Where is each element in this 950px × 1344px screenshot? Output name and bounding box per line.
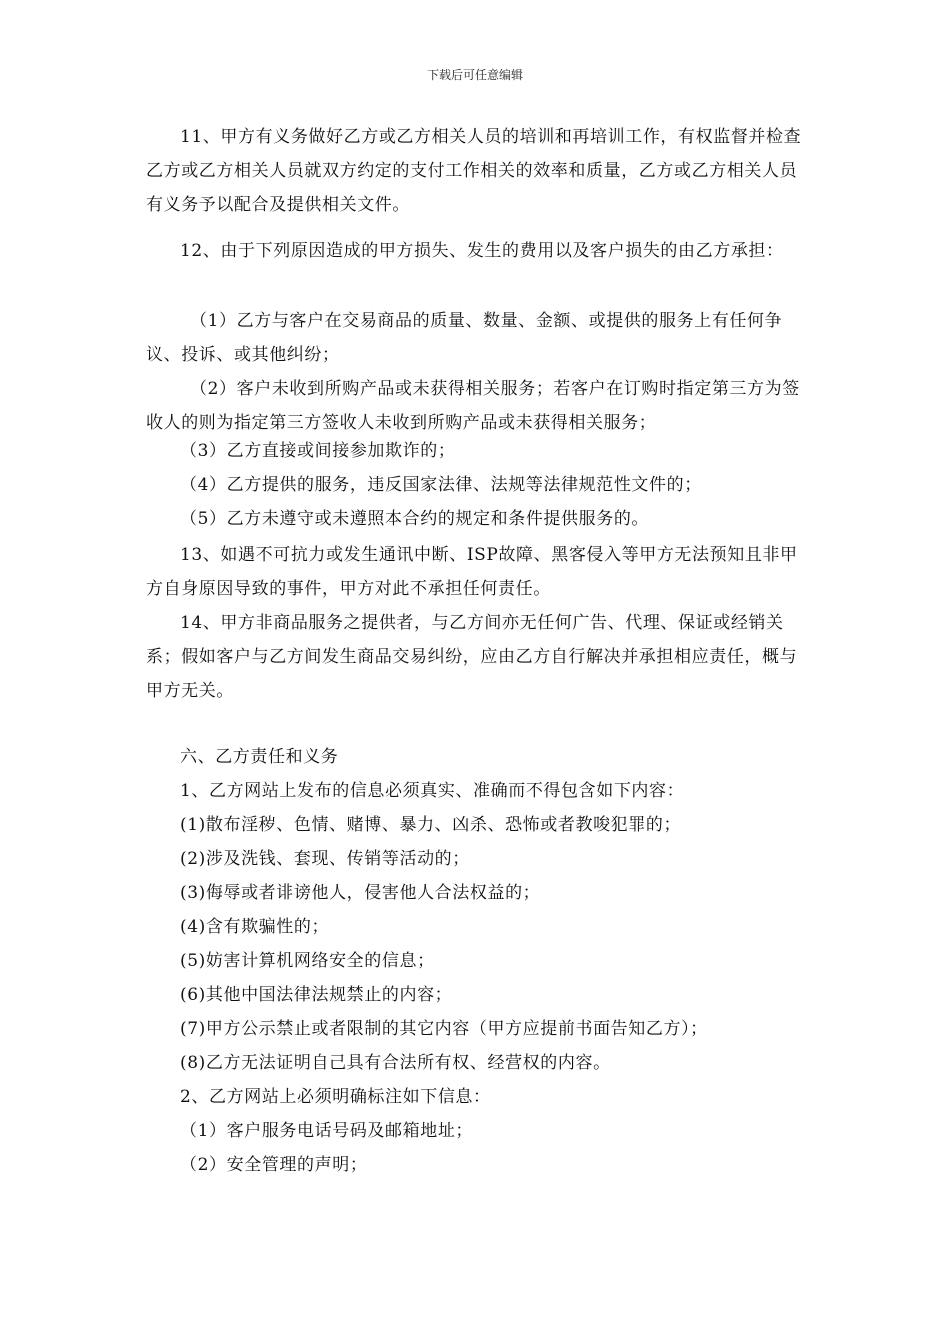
list-item: (5)妨害计算机网络安全的信息； bbox=[180, 951, 435, 971]
list-item: (4)含有欺骗性的； bbox=[180, 917, 330, 937]
list-item: (3)侮辱或者诽谤他人，侵害他人合法权益的； bbox=[180, 883, 541, 903]
clause-11 bbox=[146, 120, 810, 222]
section-6-title: 六、乙方责任和义务 bbox=[180, 747, 339, 767]
clause-12-item-2-text: （2）客户未收到所购产品或未获得相关服务；若客户在订购时指定第三方为签收人的则为指定第三方签收人未收到所购产品或未获得相关服务； bbox=[146, 379, 800, 433]
clause-13-text: 13、如遇不可抗力或发生通讯中断、ISP故障、黑客侵入等甲方无法预知且非甲方自身原因导致的事件，甲方对此不承担任何责任。 bbox=[146, 545, 798, 599]
clause-12-text: 12、由于下列原因造成的甲方损失、发生的费用以及客户损失的由乙方承担： bbox=[180, 241, 784, 261]
clause-13 bbox=[146, 538, 810, 606]
clause-14-text: 14、甲方非商品服务之提供者，与乙方间亦无任何广告、代理、保证或经销关系；假如客户与乙方间发生商品交易纠纷，应由乙方自行解决并承担相应责任，概与甲方无关。 bbox=[146, 613, 798, 701]
clause-12-item-1 bbox=[146, 304, 810, 372]
clause-12 bbox=[146, 234, 810, 268]
clause-12-item-5: （5）乙方未遵守或未遵照本合约的规定和条件提供服务的。 bbox=[180, 509, 650, 529]
clause-12-item-4: （4）乙方提供的服务，违反国家法律、法规等法律规范性文件的； bbox=[180, 475, 702, 495]
list-item: (6)其他中国法律法规禁止的内容； bbox=[180, 985, 453, 1005]
list-item: (7)甲方公示禁止或者限制的其它内容（甲方应提前书面告知乙方）； bbox=[180, 1019, 708, 1039]
list-item: （2）安全管理的声明； bbox=[180, 1155, 368, 1175]
list-item: (2)涉及洗钱、套现、传销等活动的； bbox=[180, 849, 470, 869]
clause-12-item-2 bbox=[146, 372, 810, 440]
clause-12-item-1-text: （1）乙方与客户在交易商品的质量、数量、金额、或提供的服务上有任何争议、投诉、或其他纠纷； bbox=[146, 311, 783, 365]
list-item: (1)散布淫秽、色情、赌博、暴力、凶杀、恐怖或者教唆犯罪的； bbox=[180, 815, 682, 835]
clause-12-item-3: （3）乙方直接或间接参加欺诈的； bbox=[180, 441, 456, 461]
list-item: （1）客户服务电话号码及邮箱地址； bbox=[180, 1121, 474, 1141]
section-6-item-2: 2、乙方网站上必须明确标注如下信息： bbox=[180, 1087, 491, 1107]
page-header: 下载后可任意编辑 bbox=[426, 68, 523, 82]
clause-14 bbox=[146, 606, 810, 708]
list-item: (8)乙方无法证明自己具有合法所有权、经营权的内容。 bbox=[180, 1053, 611, 1073]
section-6-item-1: 1、乙方网站上发布的信息必须真实、准确而不得包含如下内容： bbox=[180, 781, 685, 801]
clause-11-text: 11、甲方有义务做好乙方或乙方相关人员的培训和再培训工作，有权监督并检查乙方或乙方相关人员就双方约定的支付工作相关的效率和质量，乙方或乙方相关人员有义务予以配合及提供相关文件。 bbox=[146, 127, 802, 215]
